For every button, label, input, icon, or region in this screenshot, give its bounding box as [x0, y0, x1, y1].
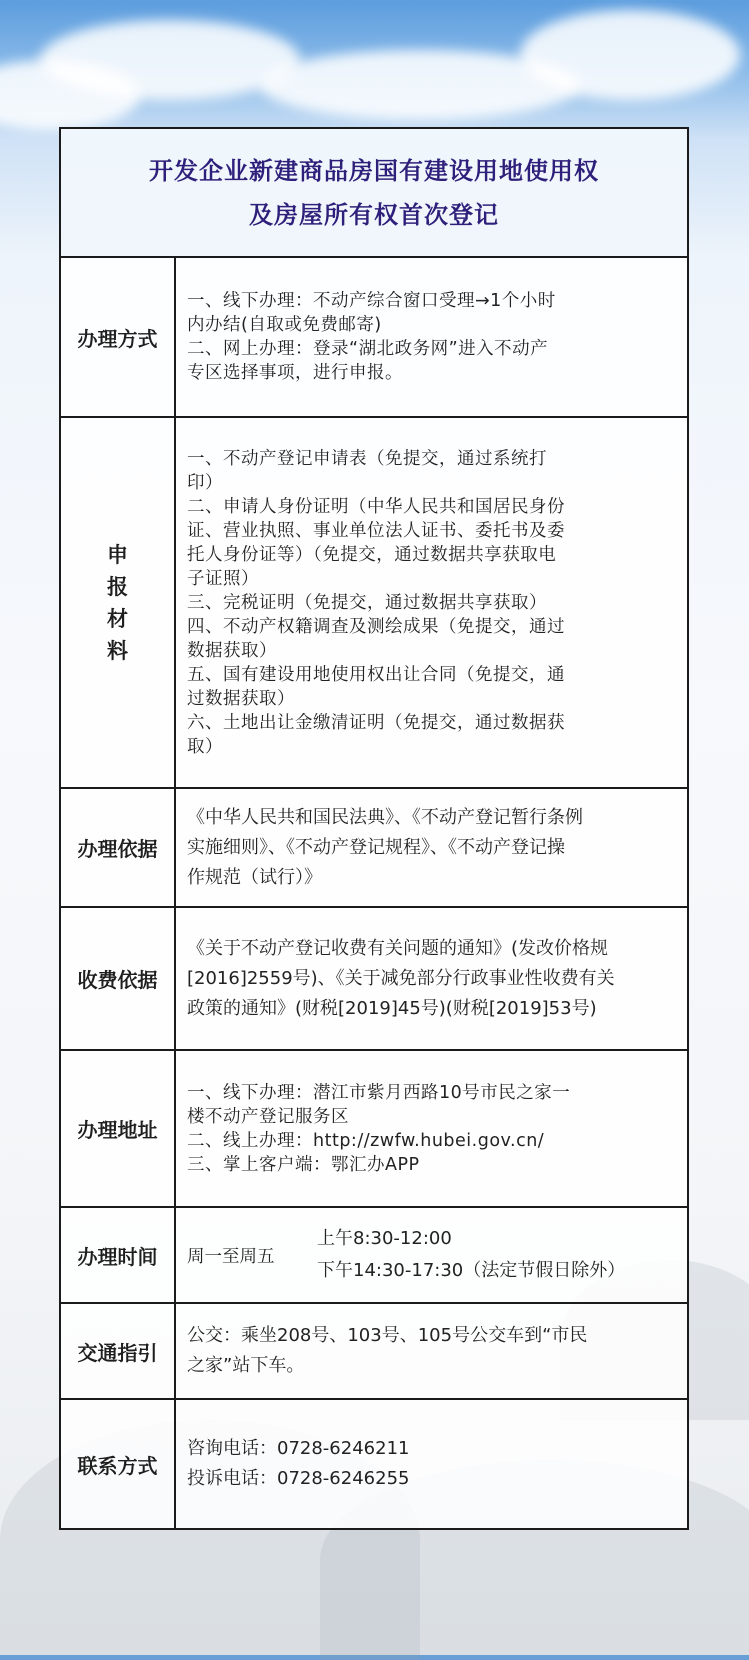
hours-days: 周一至周五 [187, 1246, 275, 1267]
row-label-materials [61, 418, 176, 787]
row-fee [61, 908, 687, 1051]
row-label-method: 办理方式 [61, 258, 176, 416]
row-basis [61, 789, 687, 908]
row-label-transport: 交通指引 [61, 1304, 176, 1398]
row-transport [61, 1304, 687, 1400]
content-line: 作规范（试行）》 [187, 866, 322, 888]
row-content-fee [187, 908, 677, 1049]
content-line: 数据获取） [187, 640, 277, 661]
row-address [61, 1051, 687, 1208]
hours-slots [317, 1223, 625, 1287]
content-line: 楼不动产登记服务区 [187, 1106, 349, 1127]
content-line: 二、线上办理：http://zwfw.hubei.gov.cn/ [187, 1130, 545, 1151]
row-content-method [187, 258, 677, 416]
hours-afternoon: 下午14:30-17:30（法定节假日除外） [317, 1260, 626, 1281]
content-line: 《关于不动产登记收费有关问题的通知》(发改价格规 [187, 937, 609, 959]
content-line: 四、不动产权籍调查及测绘成果（免提交，通过 [187, 616, 565, 637]
complaint-phone: 投诉电话：0728-6246255 [187, 1468, 410, 1489]
content-line: 内办结(自取或免费邮寄) [187, 315, 382, 335]
content-line: 证、营业执照、事业单位法人证书、委托书及委 [187, 520, 565, 541]
row-label-fee: 收费依据 [61, 908, 176, 1049]
row-label-basis: 办理依据 [61, 789, 176, 906]
content-line: 六、土地出让金缴清证明（免提交，通过数据获 [187, 712, 565, 733]
row-label-address: 办理地址 [61, 1051, 176, 1206]
content-line: 取） [187, 736, 223, 757]
content-line: 三、掌上客户端：鄂汇办APP [187, 1154, 420, 1175]
content-line: 三、完税证明（免提交，通过数据共享获取） [187, 592, 547, 613]
content-line: 一、线下办理：潜江市紫月西路10号市民之家一 [187, 1082, 571, 1103]
label-char: 料 [107, 638, 128, 663]
content-line: 二、申请人身份证明（中华人民共和国居民身份 [187, 496, 565, 517]
content-line: 一、不动产登记申请表（免提交，通过系统打 [187, 448, 547, 469]
content-line: 专区选择事项，进行申报。 [187, 363, 403, 383]
row-hours [61, 1208, 687, 1304]
contact-phone: 咨询电话：0728-6246211 [187, 1438, 410, 1459]
row-content-hours [187, 1208, 679, 1302]
content-line: 印） [187, 472, 223, 493]
content-line: 之家”站下车。 [187, 1355, 305, 1376]
row-content-basis [187, 789, 677, 906]
content-line: 子证照） [187, 568, 259, 589]
content-line: 《中华人民共和国民法典》、《不动产登记暂行条例 [187, 806, 583, 828]
row-label-contact: 联系方式 [61, 1400, 176, 1528]
content-line: 政策的通知》(财税[2019]45号)(财税[2019]53号) [187, 997, 597, 1019]
content-line: 二、网上办理：登录“湖北政务网”进入不动产 [187, 339, 549, 359]
row-content-contact [187, 1400, 677, 1528]
label-char: 申 [107, 542, 128, 567]
content-line: 公交：乘坐208号、103号、105号公交车到“市民 [187, 1325, 588, 1346]
row-method [61, 258, 687, 418]
label-char: 报 [107, 574, 128, 599]
row-label-hours: 办理时间 [61, 1208, 176, 1302]
content-line: [2016]2559号)、《关于减免部分行政事业性收费有关 [187, 967, 615, 989]
info-table [59, 127, 689, 1530]
label-char: 材 [107, 606, 128, 631]
content-line: 托人身份证等）（免提交，通过数据共享获取电 [187, 544, 557, 565]
content-line: 实施细则》、《不动产登记规程》、《不动产登记操 [187, 836, 565, 858]
table-title [61, 129, 687, 258]
cloud-decoration [520, 10, 740, 100]
title-line-1: 开发企业新建商品房国有建设用地使用权 [149, 155, 599, 185]
content-line: 一、线下办理：不动产综合窗口受理→1个小时 [187, 291, 556, 311]
row-content-transport [187, 1304, 677, 1398]
content-line: 五、国有建设用地使用权出让合同（免提交，通 [187, 664, 565, 685]
hours-morning: 上午8:30-12:00 [317, 1228, 452, 1249]
row-contact [61, 1400, 687, 1528]
content-line: 过数据获取） [187, 688, 295, 709]
title-line-2: 及房屋所有权首次登记 [249, 199, 499, 229]
row-content-materials [187, 418, 677, 787]
row-materials [61, 418, 687, 789]
row-content-address [187, 1051, 677, 1206]
